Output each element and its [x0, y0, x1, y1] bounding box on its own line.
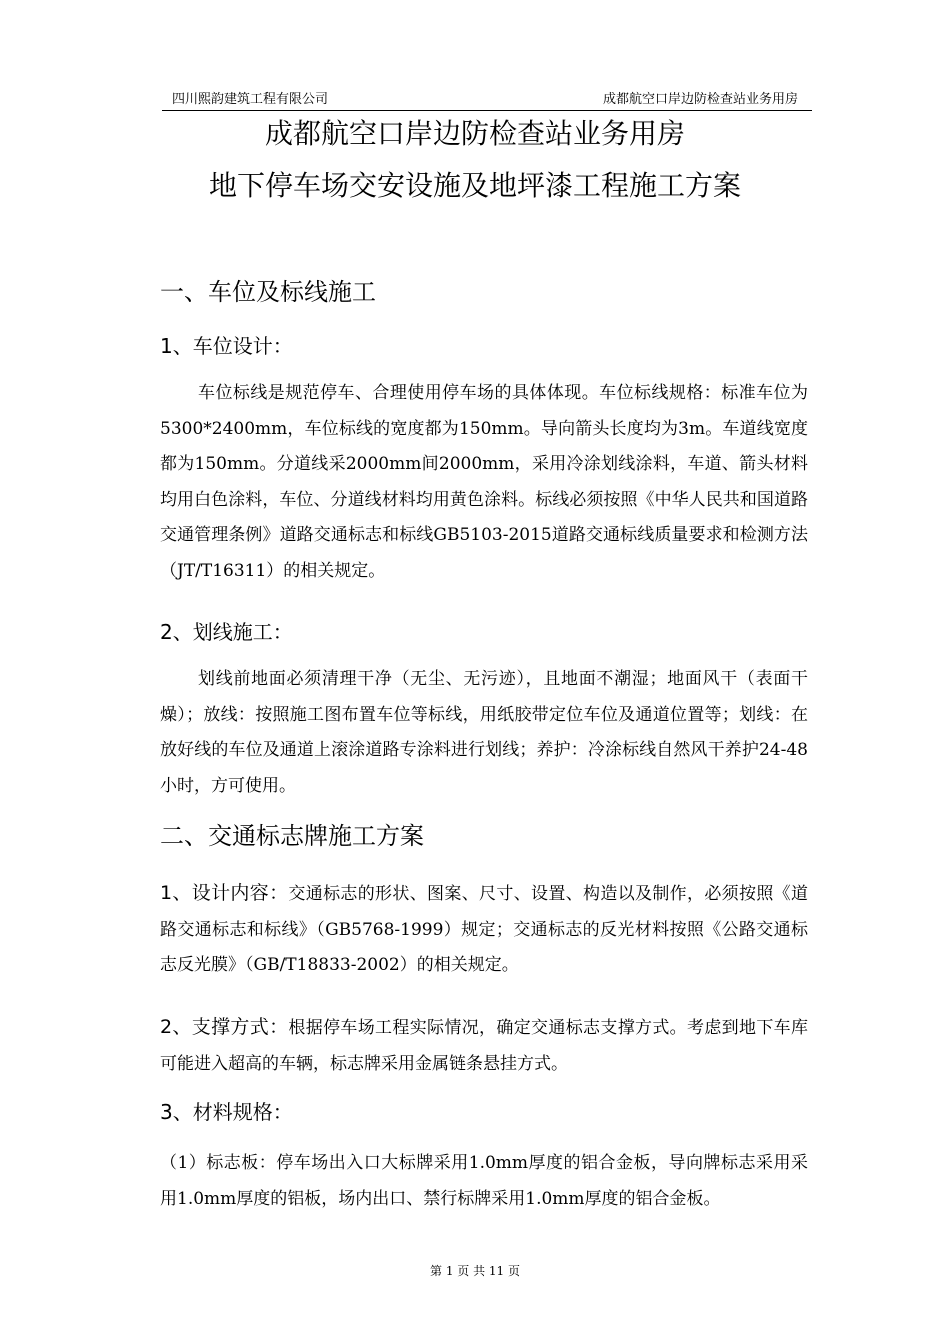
page-footer: 第 1 页 共 11 页 [430, 1264, 520, 1278]
section2-item3-heading: 3、材料规格： [160, 1100, 293, 1124]
section2-item1-paragraph [160, 876, 808, 984]
section2-item1-text: 交通标志的形状、图案、尺寸、设置、构造以及制作，必须按照《道路交通标志和标线》（GB5768-1999）规定；交通标志的反光材料按照《公路交通标志反光膜》（GB/T18833-2002）的相关规定。 [160, 884, 808, 975]
section2-item1-lead: 1、设计内容： [160, 882, 289, 904]
section1-sub2-paragraph: 划线前地面必须清理干净（无尘、无污迹），且地面不潮湿；地面风干（表面干燥）；放线：按照施工图布置车位等标线，用纸胶带定位车位及通道位置等；划线：在放好线的车位及通道上滚涂道路专涂料进行划线；养护：冷涂标线自然风干养护24-48小时，方可使用。 [160, 669, 808, 796]
section2-item2-text: 根据停车场工程实际情况，确定交通标志支撑方式。考虑到地下车库可能进入超高的车辆，标志牌采用金属链条悬挂方式。 [160, 1018, 808, 1074]
document-title-line2: 地下停车场交安设施及地坪漆工程施工方案 [208, 169, 741, 202]
section1-heading: 一、车位及标线施工 [160, 278, 376, 306]
section2-item2-lead: 2、支撑方式： [160, 1016, 289, 1038]
header-project: 成都航空口岸边防检查站业务用房 [602, 92, 798, 107]
page-header [162, 90, 812, 111]
document-title-line1: 成都航空口岸边防检查站业务用房 [264, 117, 685, 150]
section2-item2-paragraph [160, 1010, 808, 1082]
section1-sub1-paragraph: 车位标线是规范停车、合理使用停车场的具体体现。车位标线规格：标准车位为5300*2400mm，车位标线的宽度都为150mm。导向箭头长度均为3m。车道线宽度都为150mm。分道线采2000mm间2000mm，采用冷涂划线涂料，车道、箭头材料均用白色涂料，车位、分道线材料均用黄色涂料。标线必须按照《中华人民共和国道路交通管理条例》道路交通标志和标线GB5103-2015道路交通标线质量要求和检测方法（JT/T16311）的相关规定。 [160, 383, 808, 581]
section1-sub2-heading: 2、划线施工： [160, 620, 293, 644]
section1-sub1-heading: 1、车位设计： [160, 334, 293, 358]
section2-item3-paragraph: （1）标志板：停车场出入口大标牌采用1.0mm厚度的铝合金板，导向牌标志采用采用1.0mm厚度的铝板，场内出口、禁行标牌采用1.0mm厚度的铝合金板。 [160, 1153, 808, 1209]
header-company: 四川熙韵建筑工程有限公司 [172, 92, 329, 107]
section2-heading: 二、交通标志牌施工方案 [160, 822, 424, 850]
